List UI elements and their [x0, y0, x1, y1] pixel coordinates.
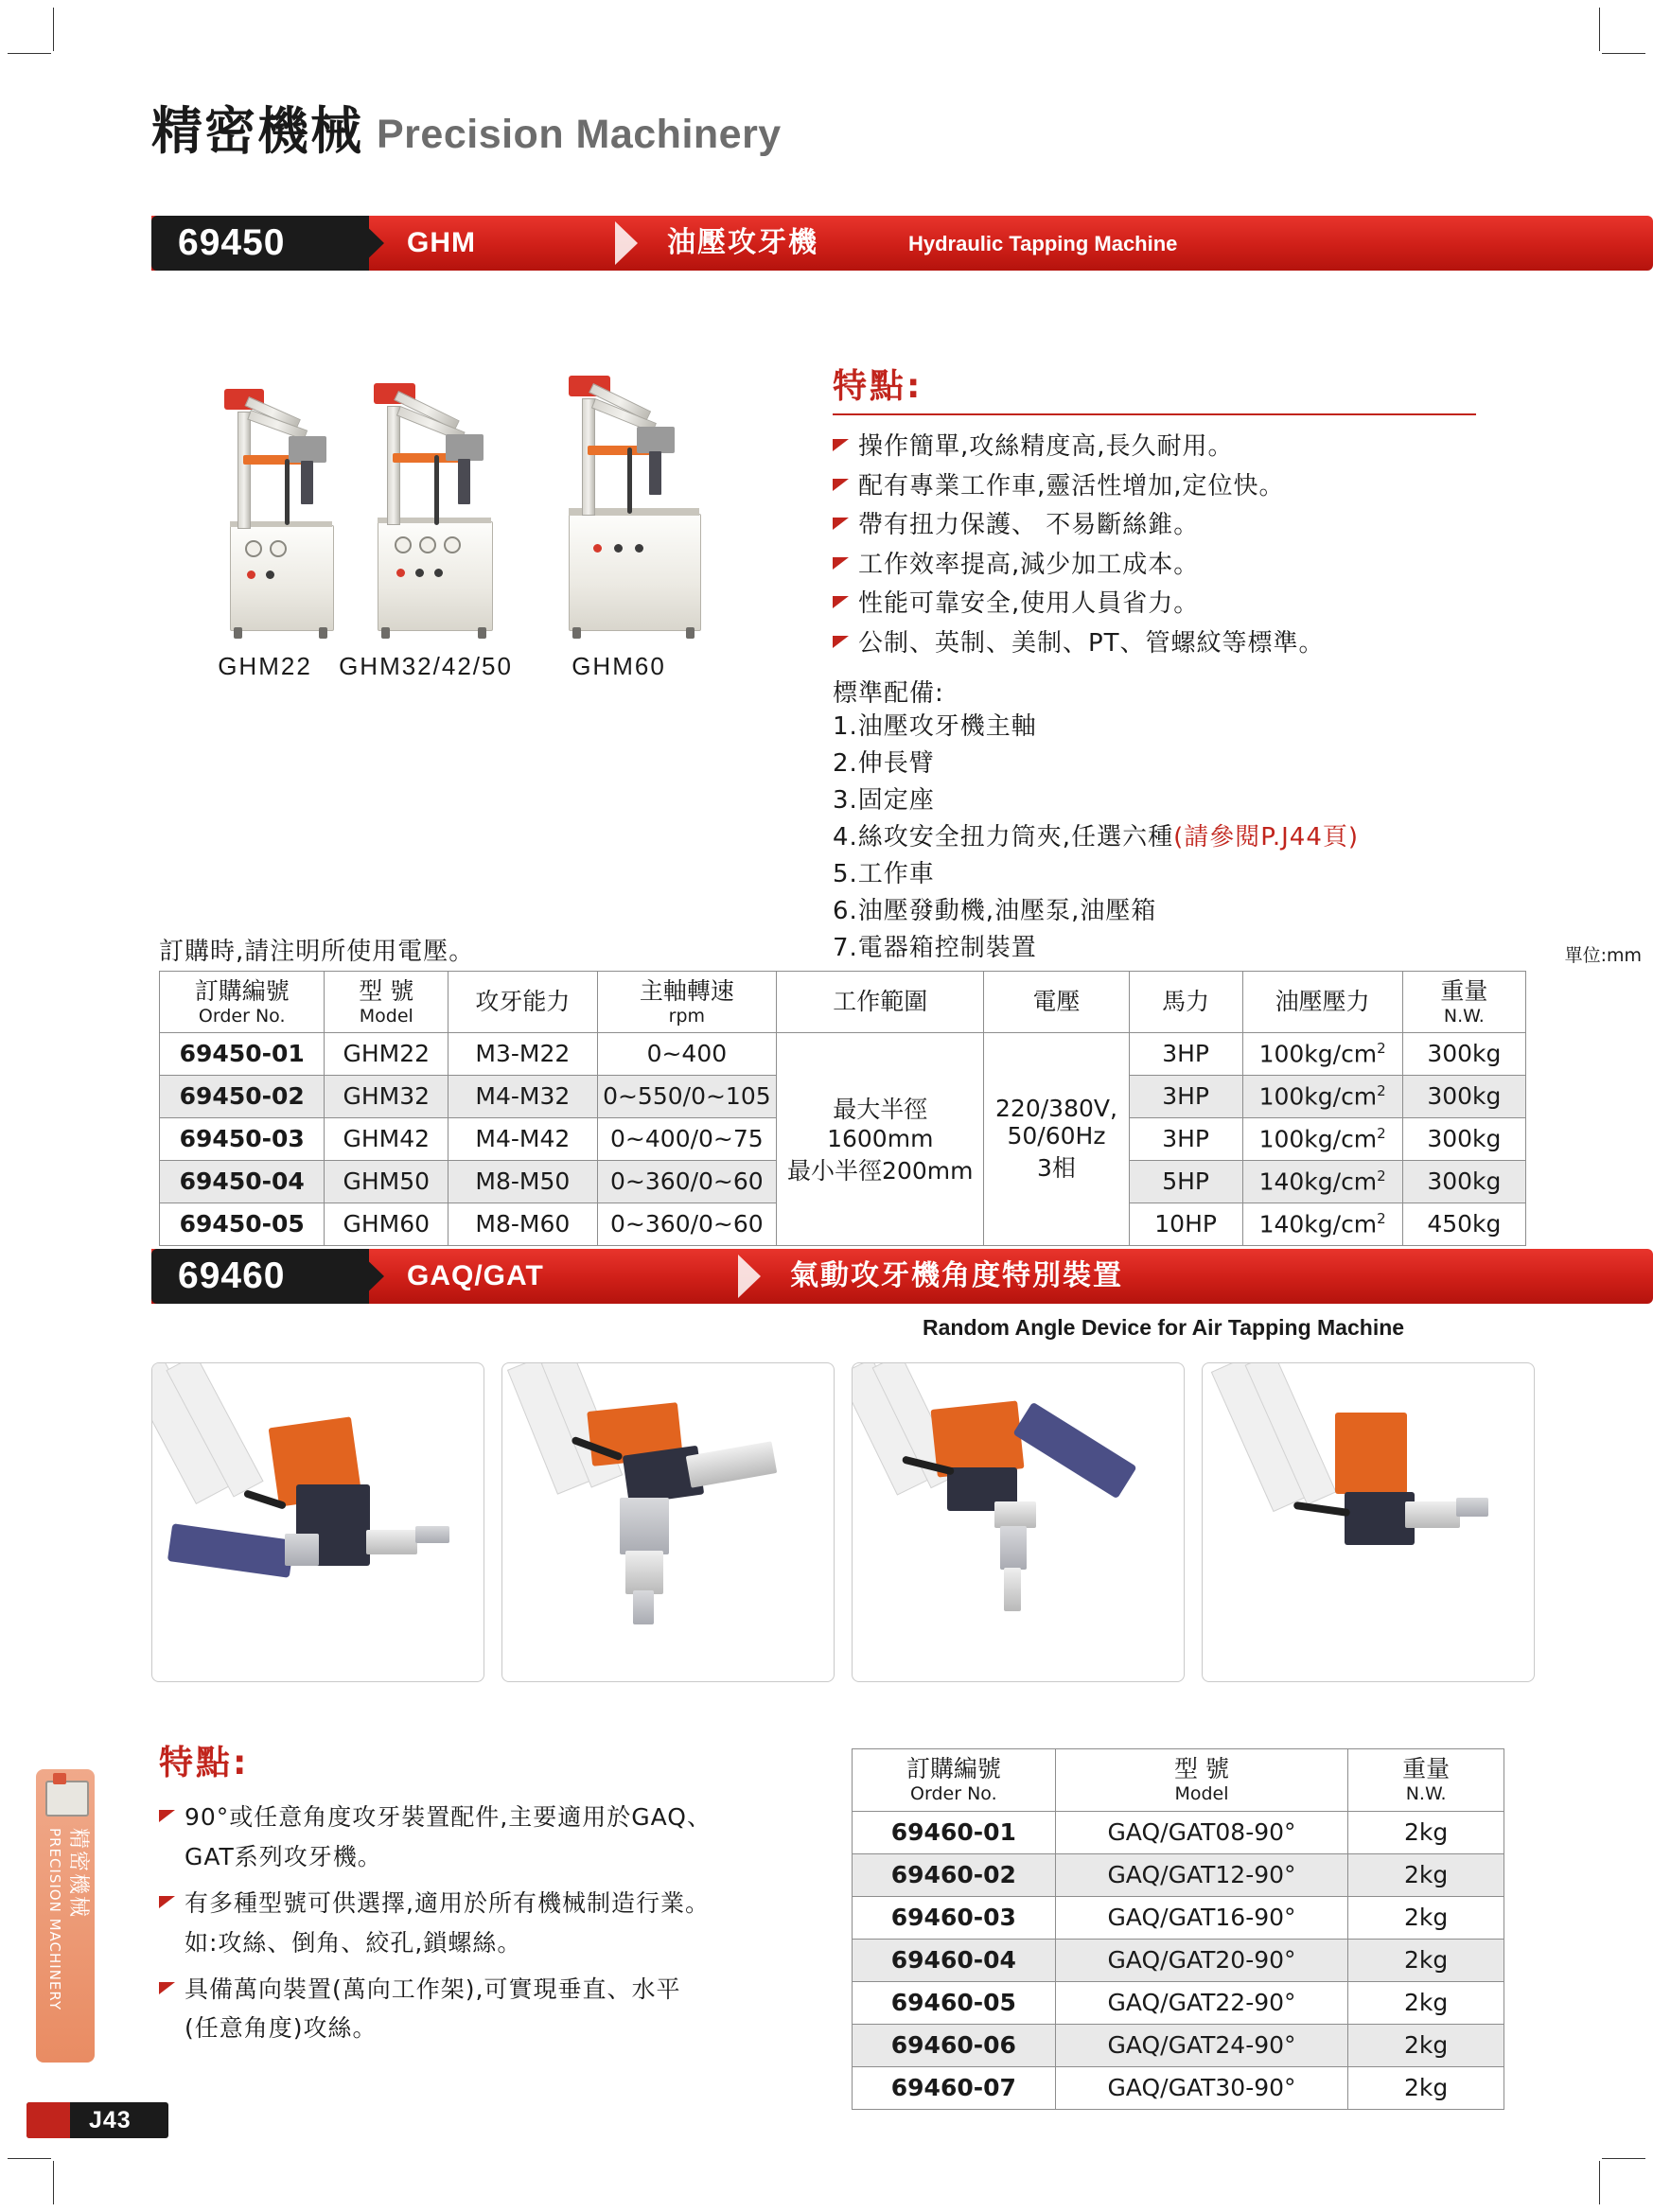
cell-horsepower: 3HP	[1129, 1117, 1242, 1160]
angle-device-photo-2	[501, 1362, 835, 1682]
cell-capacity: M4-M32	[448, 1075, 597, 1117]
cell-weight: 2kg	[1348, 2066, 1504, 2109]
cell-model: GAQ/GAT12-90°	[1055, 1853, 1348, 1896]
table-row	[853, 1853, 1504, 1896]
col-model: 型 號 Model	[1055, 1749, 1348, 1812]
cell-order-no: 69450-05	[160, 1203, 325, 1245]
page-footer	[26, 2102, 168, 2138]
feature-text-continued: 如:攻絲、倒角、絞孔,鎖螺絲。	[185, 1928, 522, 1957]
section-number: 69450	[178, 222, 286, 263]
angle-device-photo-row	[151, 1362, 1535, 1682]
cell-model: GHM22	[325, 1032, 448, 1075]
col-order-no: 訂購編號 Order No.	[853, 1749, 1056, 1812]
cell-rpm: 0~360/0~60	[597, 1203, 777, 1245]
cell-model: GAQ/GAT22-90°	[1055, 1981, 1348, 2024]
section2-title-en: Random Angle Device for Air Tapping Machine	[923, 1315, 1405, 1340]
feature-text: 90°或任意角度攻牙裝置配件,主要適用於GAQ、	[185, 1803, 712, 1831]
cell-model: GHM60	[325, 1203, 448, 1245]
col-weight: 重量 N.W.	[1402, 972, 1525, 1033]
machine-photo-group	[156, 303, 818, 681]
cell-order-no: 69450-02	[160, 1075, 325, 1117]
cell-order-no: 69460-01	[853, 1811, 1056, 1853]
cell-order-no: 69460-06	[853, 2024, 1056, 2066]
standard-equipment-item: 7.電器箱控制裝置	[833, 934, 1037, 963]
machine-caption-0: GHM22	[218, 652, 312, 680]
cell-capacity: M4-M42	[448, 1117, 597, 1160]
col-working-range: 工作範圍	[777, 972, 984, 1033]
cell-weight: 2kg	[1348, 1811, 1504, 1853]
cell-model: GHM32	[325, 1075, 448, 1117]
feature-item	[159, 1972, 831, 2009]
feature-text: 配有專業工作車,靈活性增加,定位快。	[858, 471, 1285, 500]
section-banner-69450	[151, 216, 1653, 271]
side-tab	[36, 1769, 95, 2063]
triangle-bullet-icon	[833, 518, 849, 530]
table-header-row	[853, 1749, 1504, 1812]
cell-model: GHM50	[325, 1160, 448, 1203]
standard-equipment-item-4	[833, 819, 1486, 856]
cell-pressure: $100kg/cm^2$	[1242, 1032, 1402, 1075]
machine-illustration-ghm60	[525, 355, 714, 639]
feature-text: 工作效率提高,減少加工成本。	[858, 550, 1200, 579]
cell-horsepower: 3HP	[1129, 1075, 1242, 1117]
features-divider	[833, 413, 1476, 415]
cell-pressure: $140kg/cm^2$	[1242, 1160, 1402, 1203]
cell-order-no: 69450-01	[160, 1032, 325, 1075]
table-row	[160, 1032, 1526, 1075]
cell-horsepower: 3HP	[1129, 1032, 1242, 1075]
side-tab-label	[46, 1828, 95, 2121]
unit-note: 單位:mm	[1564, 945, 1642, 966]
cell-rpm: 0~400/0~75	[597, 1117, 777, 1160]
crop-mark	[1602, 53, 1645, 54]
table-row	[853, 1811, 1504, 1853]
feature-item	[833, 547, 1486, 585]
triangle-bullet-icon	[833, 479, 849, 491]
cell-model: GHM42	[325, 1117, 448, 1160]
crop-mark	[1599, 2161, 1600, 2204]
cell-order-no: 69460-07	[853, 2066, 1056, 2109]
features-block-69450	[833, 360, 1486, 967]
cell-model: GAQ/GAT24-90°	[1055, 2024, 1348, 2066]
triangle-bullet-icon	[833, 636, 849, 648]
cell-weight: 2kg	[1348, 2024, 1504, 2066]
cell-working-range: 最大半徑1600mm 最小半徑200mm	[777, 1032, 984, 1245]
machine-illustration-ghm32	[328, 355, 518, 639]
cell-weight: 2kg	[1348, 1896, 1504, 1939]
col-rpm: 主軸轉速 rpm	[597, 972, 777, 1033]
triangle-bullet-icon	[159, 1896, 175, 1908]
table-row	[853, 2024, 1504, 2066]
col-model: 型 號 Model	[325, 972, 448, 1033]
table-row	[853, 1981, 1504, 2024]
triangle-bullet-icon	[833, 557, 849, 570]
feature-text: 具備萬向裝置(萬向工作架),可實現垂直、水平	[185, 1975, 681, 2003]
page-number: J43	[89, 2107, 132, 2133]
cell-order-no: 69460-02	[853, 1853, 1056, 1896]
standard-equipment-item-4-note: (請參閱P.J44頁)	[1173, 823, 1360, 852]
features-title: 特點:	[159, 1744, 250, 1782]
cell-order-no: 69450-03	[160, 1117, 325, 1160]
cell-capacity: M8-M60	[448, 1203, 597, 1245]
section-title-cn: 氣動攻牙機角度特別裝置	[790, 1259, 1123, 1292]
cell-model: GAQ/GAT20-90°	[1055, 1939, 1348, 1981]
machine-caption-2: GHM60	[572, 652, 666, 680]
crop-mark	[8, 53, 51, 54]
features-block-69460	[159, 1736, 831, 2044]
col-capacity: 攻牙能力	[448, 972, 597, 1033]
spec-table-69450	[159, 971, 1526, 1246]
cell-model: GAQ/GAT16-90°	[1055, 1896, 1348, 1939]
cell-rpm: 0~400	[597, 1032, 777, 1075]
cell-weight: 300kg	[1402, 1032, 1525, 1075]
cell-model: GAQ/GAT30-90°	[1055, 2066, 1348, 2109]
cell-weight: 300kg	[1402, 1075, 1525, 1117]
cell-model: GAQ/GAT08-90°	[1055, 1811, 1348, 1853]
angle-device-photo-4	[1202, 1362, 1535, 1682]
col-voltage: 電壓	[984, 972, 1129, 1033]
standard-equipment-title: 標準配備:	[833, 679, 944, 709]
cell-pressure: $140kg/cm^2$	[1242, 1203, 1402, 1245]
cell-capacity: M8-M50	[448, 1160, 597, 1203]
standard-equipment-item: 6.油壓發動機,油壓泵,油壓箱	[833, 897, 1157, 926]
table-row	[853, 1939, 1504, 1981]
cell-weight: 2kg	[1348, 1981, 1504, 2024]
feature-text-continued: GAT系列攻牙機。	[185, 1842, 382, 1870]
standard-equipment-item: 2.伸長臂	[833, 749, 935, 779]
section-title-en: Hydraulic Tapping Machine	[908, 232, 1178, 255]
page-title	[151, 101, 782, 161]
col-horsepower: 馬力	[1129, 972, 1242, 1033]
angle-device-photo-1	[151, 1362, 484, 1682]
section-title-cn: 油壓攻牙機	[667, 226, 818, 259]
side-tab-label-cn: 精密機械	[66, 1828, 90, 1920]
cell-weight: 300kg	[1402, 1160, 1525, 1203]
col-weight: 重量 N.W.	[1348, 1749, 1504, 1812]
standard-equipment-item-4-main: 4.絲攻安全扭力筒夾,任選六種	[833, 823, 1174, 852]
crop-mark	[1599, 8, 1600, 51]
banner-white-arrow-icon	[738, 1255, 761, 1298]
banner-black-arrow-icon	[356, 216, 384, 271]
cell-rpm: 0~360/0~60	[597, 1160, 777, 1203]
table-row	[853, 2066, 1504, 2109]
crop-mark	[53, 2161, 54, 2204]
triangle-bullet-icon	[159, 1810, 175, 1822]
table-row	[853, 1896, 1504, 1939]
standard-equipment-item: 1.油壓攻牙機主軸	[833, 712, 1037, 742]
feature-text: 有多種型號可供選擇,適用於所有機械制造行業。	[185, 1888, 710, 1917]
standard-equipment-item: 5.工作車	[833, 860, 935, 889]
cell-weight: 2kg	[1348, 1853, 1504, 1896]
feature-item	[833, 429, 1486, 466]
features-title: 特點:	[833, 367, 923, 406]
cell-weight: 300kg	[1402, 1117, 1525, 1160]
feature-item	[159, 1886, 831, 1922]
triangle-bullet-icon	[833, 596, 849, 608]
cell-horsepower: 10HP	[1129, 1203, 1242, 1245]
section-code: GHM	[407, 227, 476, 258]
machine-caption-1: GHM32/42/50	[339, 652, 513, 680]
crop-mark	[1602, 2158, 1645, 2159]
feature-text: 操作簡單,攻絲精度高,長久耐用。	[858, 432, 1234, 461]
col-hydraulic-pressure: 油壓壓力	[1242, 972, 1402, 1033]
feature-item	[833, 507, 1486, 545]
banner-white-arrow-icon	[615, 221, 638, 265]
feature-text: 帶有扭力保護、 不易斷絲錐。	[858, 511, 1200, 540]
angle-device-photo-3	[852, 1362, 1185, 1682]
crop-mark	[53, 8, 54, 51]
feature-text: 公制、英制、美制、PT、管螺紋等標準。	[858, 628, 1325, 658]
feature-item	[833, 625, 1486, 663]
crop-mark	[8, 2158, 51, 2159]
side-tab-label-en: PRECISION MACHINERY	[46, 1828, 63, 2011]
table-header-row	[160, 972, 1526, 1033]
banner-black-arrow-icon	[356, 1249, 384, 1304]
cell-horsepower: 5HP	[1129, 1160, 1242, 1203]
page-title-cn: 精密機械	[151, 101, 363, 161]
feature-item	[833, 586, 1486, 623]
cell-order-no: 69460-03	[853, 1896, 1056, 1939]
cell-weight: 450kg	[1402, 1203, 1525, 1245]
cell-order-no: 69450-04	[160, 1160, 325, 1203]
footer-red-block	[26, 2102, 70, 2138]
standard-equipment-item: 3.固定座	[833, 786, 935, 816]
cell-order-no: 69460-04	[853, 1939, 1056, 1981]
section-code: GAQ/GAT	[407, 1260, 544, 1291]
cell-voltage: 220/380V, 50/60Hz 3相	[984, 1032, 1129, 1245]
feature-item	[833, 468, 1486, 506]
cell-weight: 2kg	[1348, 1939, 1504, 1981]
page-title-en: Precision Machinery	[377, 112, 782, 157]
feature-text-continued: (任意角度)攻絲。	[185, 2014, 378, 2043]
machine-icon	[45, 1781, 89, 1817]
section-banner-69460	[151, 1249, 1653, 1304]
triangle-bullet-icon	[833, 439, 849, 451]
cell-pressure: $100kg/cm^2$	[1242, 1117, 1402, 1160]
feature-text: 性能可靠安全,使用人員省力。	[858, 589, 1200, 619]
cell-rpm: 0~550/0~105	[597, 1075, 777, 1117]
cell-order-no: 69460-05	[853, 1981, 1056, 2024]
triangle-bullet-icon	[159, 1982, 175, 1994]
section-number: 69460	[178, 1255, 286, 1296]
col-order-no: 訂購編號 Order No.	[160, 972, 325, 1033]
cell-capacity: M3-M22	[448, 1032, 597, 1075]
cell-pressure: $100kg/cm^2$	[1242, 1075, 1402, 1117]
order-note: 訂購時,請注明所使用電壓。	[159, 938, 475, 966]
spec-table-69460	[852, 1748, 1504, 2110]
feature-item	[159, 1799, 831, 1836]
